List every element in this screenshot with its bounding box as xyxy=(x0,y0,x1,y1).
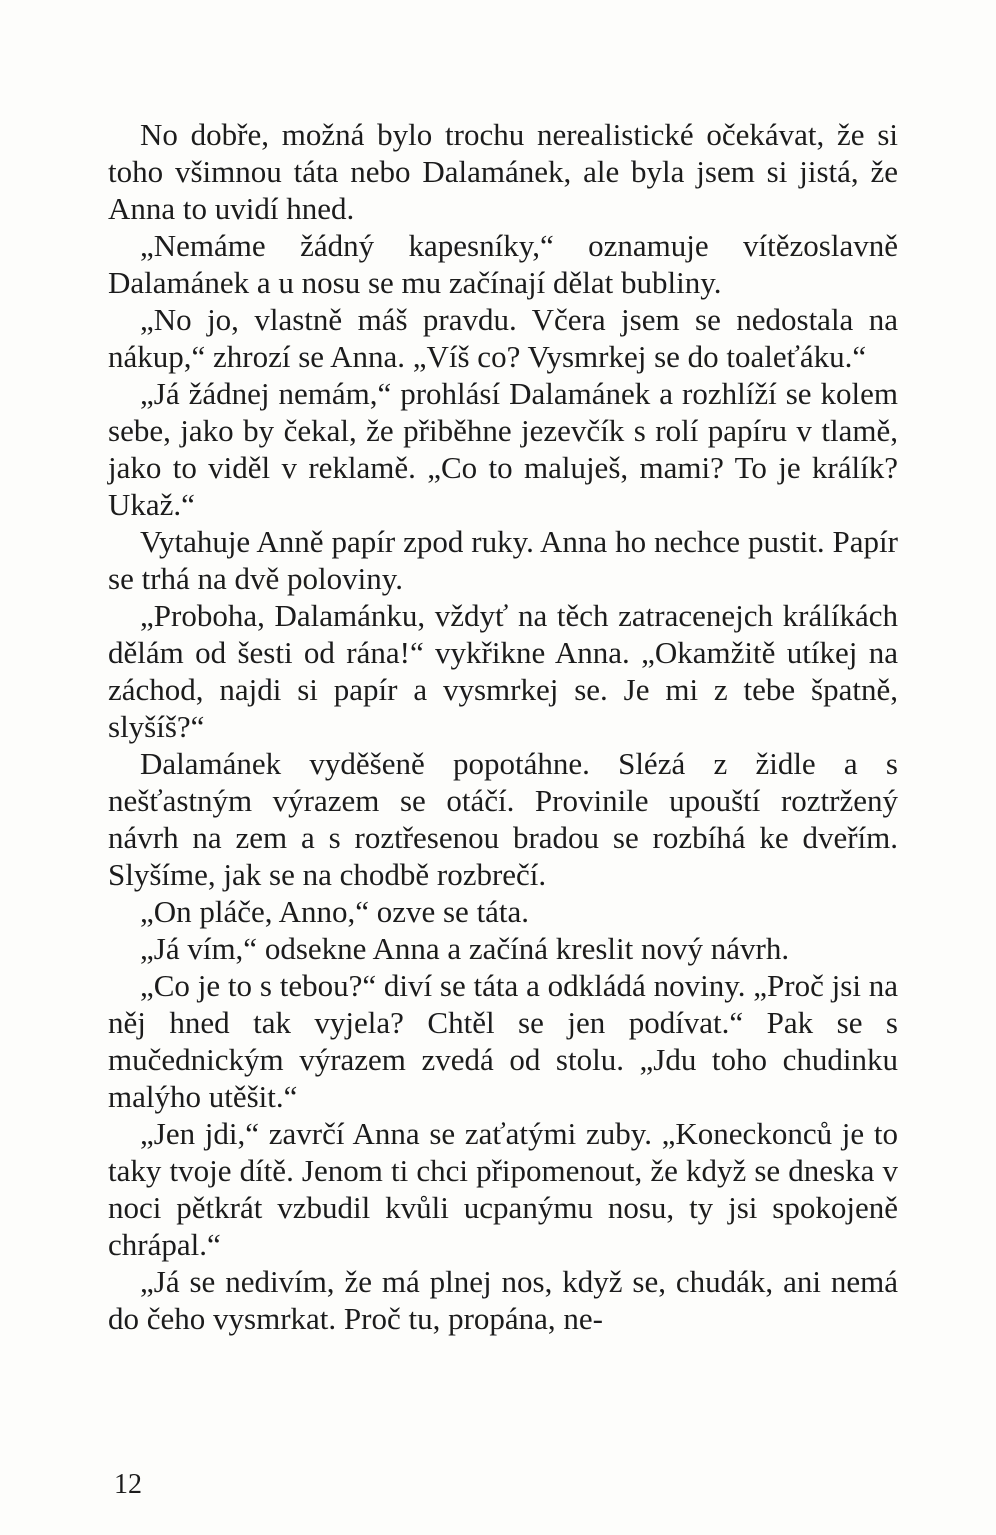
paragraph-9: „Já vím,“ odsekne Anna a začíná kreslit nový návrh. xyxy=(140,931,790,966)
paragraph-1: No dobře, možná bylo trochu nerealistické očekávat, že si toho všimnou táta nebo Dalamánek, ale byla jsem si jistá, že Anna to uvidí hned. xyxy=(108,117,898,226)
paragraph-8: „On pláče, Anno,“ ozve se táta. xyxy=(140,894,530,929)
paragraph-6: „Proboha, Dalamánku, vždyť na těch zatracenejch králíkách dělám od šesti od rána!“ vykřikne Anna. „Okamžitě utíkej na záchod, najdi si papír a vysmrkej se. Je mi z tebe špatně, slyšíš?“ xyxy=(108,598,898,744)
paragraph-11: „Jen jdi,“ zavrčí Anna se zaťatými zuby. „Koneckonců je to taky tvoje dítě. Jenom ti chci připomenout, že když se dneska v noci pětkrát vzbudil kvůli ucpanýmu nosu, ty jsi spokojeně chrápal.“ xyxy=(108,1116,898,1262)
paragraph-3: „No jo, vlastně máš pravdu. Včera jsem se nedostala na nákup,“ zhrozí se Anna. „Víš co? Vysmrkej se do toaleťáku.“ xyxy=(108,302,898,374)
paragraph-10: „Co je to s tebou?“ diví se táta a odkládá noviny. „Proč jsi na něj hned tak vyjela? Chtěl se jen podívat.“ Pak se s mučednickým výrazem zvedá od stolu. „Jdu toho chudinku malýho utěšit.“ xyxy=(108,968,898,1114)
page-number: 12 xyxy=(114,1469,142,1500)
paragraph-12: „Já se nedivím, že má plnej nos, když se, chudák, ani nemá do čeho vysmrkat. Proč tu, propána, ne- xyxy=(108,1264,898,1336)
paragraph-4: „Já žádnej nemám,“ prohlásí Dalamánek a rozhlíží se kolem sebe, jako by čekal, že přiběhne jezevčík s rolí papíru v tlamě, jako to viděl v reklamě. „Co to maluješ, mami? To je králík? Ukaž.“ xyxy=(108,376,898,522)
paragraph-2: „Nemáme žádný kapesníky,“ oznamuje vítězoslavně Dalamánek a u nosu se mu začínají dělat bubliny. xyxy=(108,228,898,300)
body-text xyxy=(108,116,898,1337)
paragraph-7: Dalamánek vyděšeně popotáhne. Slézá z židle a s nešťastným výrazem se otáčí. Provinile upouští roztržený návrh na zem a s roztřesenou bradou se rozbíhá ke dveřím. Slyšíme, jak se na chodbě rozbrečí. xyxy=(108,746,898,892)
paragraph-5: Vytahuje Anně papír zpod ruky. Anna ho nechce pustit. Papír se trhá na dvě poloviny. xyxy=(108,524,898,596)
